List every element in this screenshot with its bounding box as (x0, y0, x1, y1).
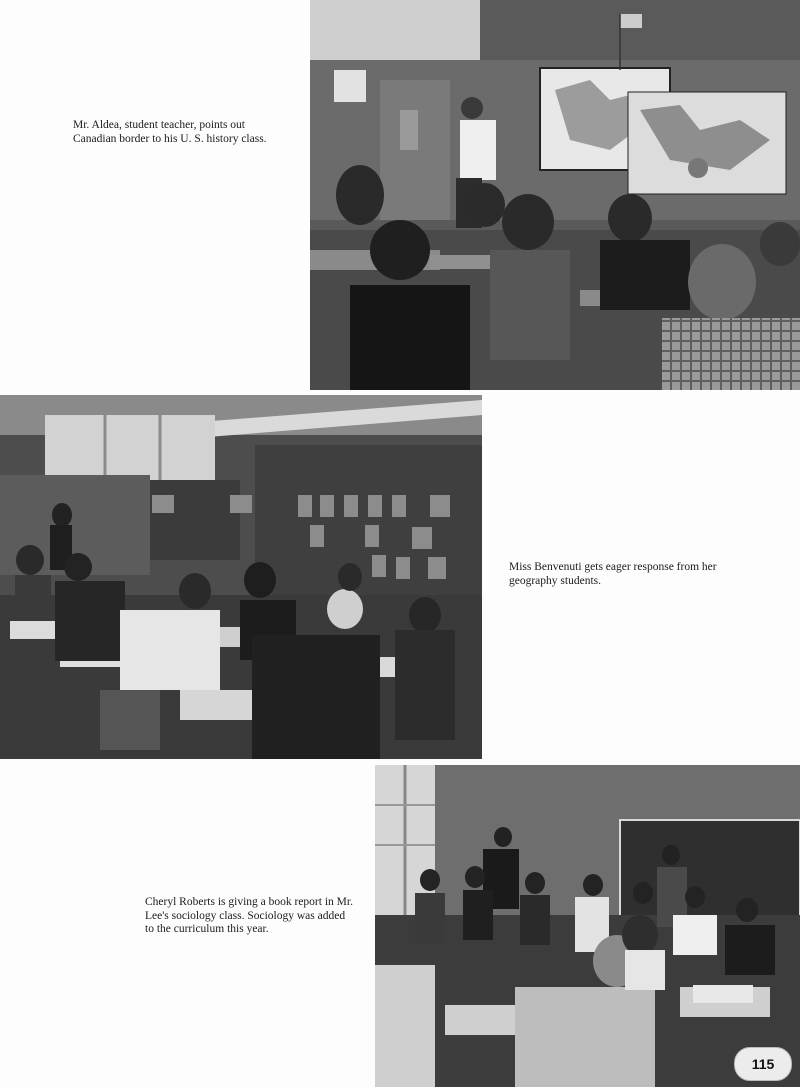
history-class-photo (310, 0, 800, 390)
geography-class-caption: Miss Benvenuti gets eager response from her geography students. (509, 561, 717, 587)
geography-class-photo (0, 395, 482, 759)
history-class-caption: Mr. Aldea, student teacher, points out Canadian border to his U. S. history class. (73, 119, 267, 145)
page-number: 115 (734, 1047, 792, 1081)
sociology-class-photo (375, 765, 800, 1087)
sociology-class-caption: Cheryl Roberts is giving a book report in Mr. Lee's sociology class. Sociology was added to the curriculum this year. (145, 896, 353, 935)
